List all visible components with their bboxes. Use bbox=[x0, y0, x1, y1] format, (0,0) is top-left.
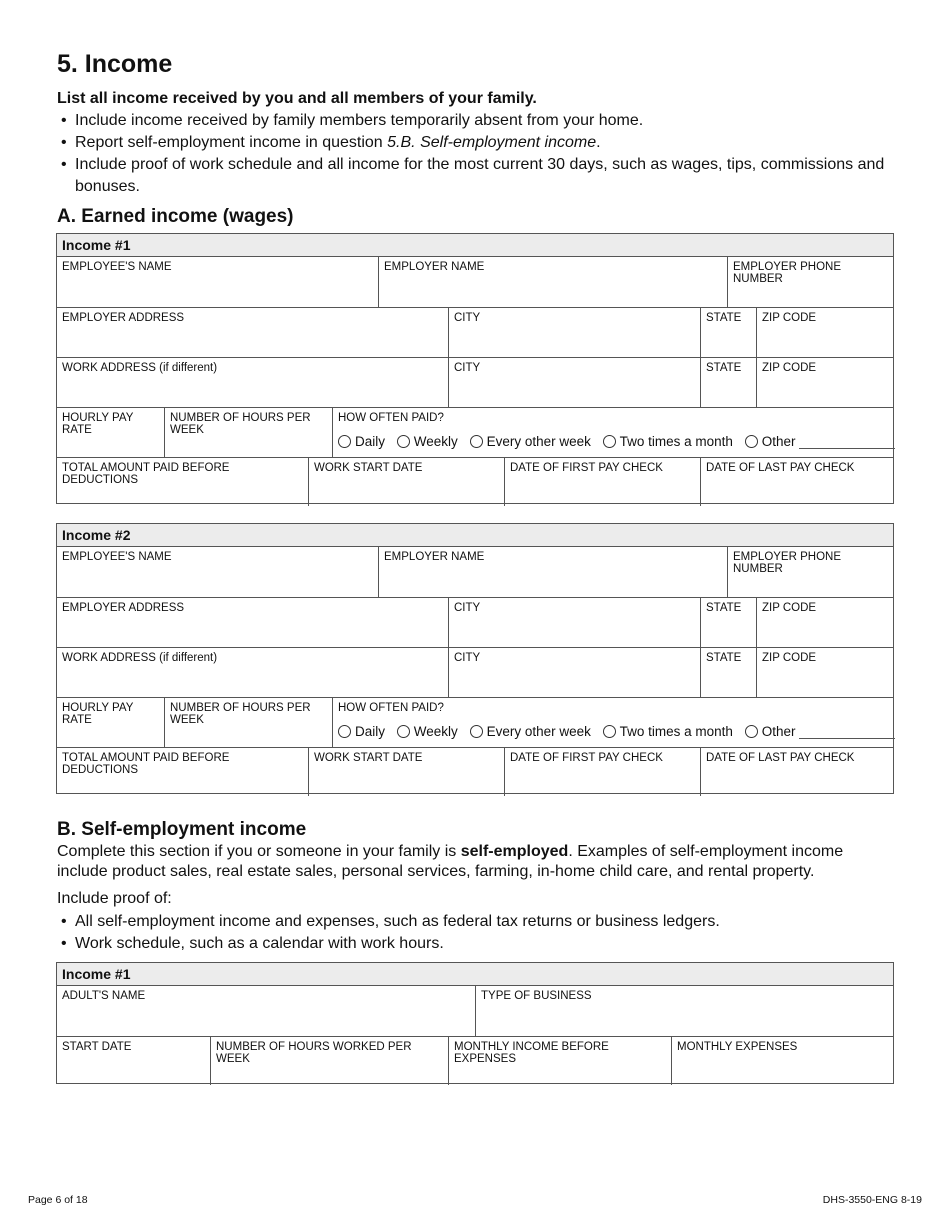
form-header: Income #2 bbox=[57, 524, 893, 547]
pay-frequency-field bbox=[332, 408, 893, 457]
zip-code-field[interactable]: ZIP CODE bbox=[756, 308, 893, 357]
employer-address-field[interactable]: EMPLOYER ADDRESS bbox=[62, 312, 185, 324]
form-id: DHS-3550-ENG 8-19 bbox=[822, 1194, 922, 1206]
option-label: Other bbox=[761, 724, 796, 739]
employer-phone-field[interactable]: EMPLOYER PHONE NUMBER bbox=[727, 547, 893, 597]
hourly-pay-rate-field[interactable]: HOURLY PAY RATE bbox=[62, 412, 134, 436]
hours-per-week-field[interactable]: NUMBER OF HOURS PER WEEK bbox=[164, 698, 332, 747]
adult-name-field[interactable]: ADULT'S NAME bbox=[62, 990, 146, 1002]
proof-bullet: • All self-employment income and expenses, such as federal tax returns or business ledgers. bbox=[57, 911, 897, 933]
state-field[interactable]: STATE bbox=[700, 358, 756, 407]
employee-name-field[interactable]: EMPLOYEE'S NAME bbox=[62, 261, 172, 273]
business-type-field[interactable]: TYPE OF BUSINESS bbox=[475, 986, 893, 1036]
employer-address-field[interactable]: EMPLOYER ADDRESS bbox=[62, 602, 185, 614]
earned-income-1-form bbox=[56, 233, 894, 504]
zip-code-field[interactable]: ZIP CODE bbox=[756, 598, 893, 647]
start-date-field[interactable]: START DATE bbox=[62, 1041, 132, 1053]
form-row bbox=[57, 697, 893, 747]
total-amount-field[interactable]: TOTAL AMOUNT PAID BEFORE DEDUCTIONS bbox=[62, 752, 230, 776]
first-pay-check-field[interactable]: DATE OF FIRST PAY CHECK bbox=[504, 748, 700, 796]
pay-frequency-options bbox=[338, 724, 903, 739]
page-number: Page 6 of 18 bbox=[28, 1194, 88, 1206]
form-header: Income #1 bbox=[57, 963, 893, 986]
option-label: Daily bbox=[355, 434, 386, 449]
total-amount-field[interactable]: TOTAL AMOUNT PAID BEFORE DEDUCTIONS bbox=[62, 462, 230, 486]
intro-lead: List all income received by you and all members of your family. bbox=[57, 90, 537, 107]
proof-bullets bbox=[57, 911, 897, 955]
city-field[interactable]: CITY bbox=[448, 648, 700, 697]
form-row bbox=[57, 257, 893, 307]
section-title: 5. Income bbox=[57, 50, 173, 78]
form-row bbox=[57, 457, 893, 506]
employer-name-field[interactable]: EMPLOYER NAME bbox=[378, 257, 727, 307]
option-every-other-week[interactable] bbox=[470, 434, 591, 449]
state-field[interactable]: STATE bbox=[700, 308, 756, 357]
option-weekly[interactable] bbox=[397, 724, 458, 739]
earned-income-title: A. Earned income (wages) bbox=[57, 206, 294, 227]
form-row bbox=[57, 747, 893, 796]
paragraph-bold: self-employed bbox=[460, 843, 569, 860]
radio-icon[interactable] bbox=[397, 725, 410, 738]
work-address-field[interactable]: WORK ADDRESS (if different) bbox=[62, 652, 218, 664]
pay-frequency-label: HOW OFTEN PAID? bbox=[338, 702, 444, 714]
proof-bullet: • Work schedule, such as a calendar with work hours. bbox=[57, 933, 897, 955]
radio-icon[interactable] bbox=[338, 435, 351, 448]
option-label: Every other week bbox=[486, 434, 591, 449]
intro-bullet bbox=[57, 132, 897, 154]
self-employment-title: B. Self-employment income bbox=[57, 819, 307, 840]
hours-per-week-field[interactable]: NUMBER OF HOURS PER WEEK bbox=[164, 408, 332, 457]
paragraph-text: . Examples of self-employment income include product sales, real estate sales, personal services, farming, in-home child care, and rental property. bbox=[57, 843, 844, 880]
self-employment-paragraph bbox=[57, 842, 897, 882]
other-input-line[interactable] bbox=[799, 448, 895, 449]
pay-frequency-options bbox=[338, 434, 903, 449]
employer-phone-field[interactable]: EMPLOYER PHONE NUMBER bbox=[727, 257, 893, 307]
paragraph-text: Complete this section if you or someone in your family is bbox=[57, 843, 461, 860]
option-label: Two times a month bbox=[619, 434, 733, 449]
self-employment-intro bbox=[57, 842, 897, 955]
radio-icon[interactable] bbox=[603, 725, 616, 738]
state-field[interactable]: STATE bbox=[700, 648, 756, 697]
form-row bbox=[57, 986, 893, 1036]
form-header: Income #1 bbox=[57, 234, 893, 257]
form-row bbox=[57, 547, 893, 597]
bullet-text: . bbox=[596, 134, 601, 151]
option-label: Daily bbox=[355, 724, 386, 739]
radio-icon[interactable] bbox=[470, 435, 483, 448]
option-label: Weekly bbox=[413, 434, 458, 449]
option-label: Every other week bbox=[486, 724, 591, 739]
work-address-field[interactable]: WORK ADDRESS (if different) bbox=[62, 362, 218, 374]
intro-bullet: • Include proof of work schedule and all income for the most current 30 days, such as wages, tips, commissions and bonuses. bbox=[57, 154, 897, 198]
radio-icon[interactable] bbox=[397, 435, 410, 448]
proof-intro: Include proof of: bbox=[57, 890, 172, 907]
pay-frequency-label: HOW OFTEN PAID? bbox=[338, 412, 444, 424]
option-two-times-a-month[interactable] bbox=[603, 434, 733, 449]
option-daily[interactable] bbox=[338, 434, 385, 449]
option-label: Weekly bbox=[413, 724, 458, 739]
radio-icon[interactable] bbox=[745, 725, 758, 738]
city-field[interactable]: CITY bbox=[448, 358, 700, 407]
last-pay-check-field[interactable]: DATE OF LAST PAY CHECK bbox=[700, 458, 893, 506]
employer-name-field[interactable]: EMPLOYER NAME bbox=[378, 547, 727, 597]
option-label: Other bbox=[761, 434, 796, 449]
option-label: Two times a month bbox=[619, 724, 733, 739]
form-row bbox=[57, 647, 893, 697]
intro-bullets bbox=[57, 110, 897, 198]
option-other[interactable] bbox=[745, 434, 896, 449]
hourly-pay-rate-field[interactable]: HOURLY PAY RATE bbox=[62, 702, 134, 726]
employee-name-field[interactable]: EMPLOYEE'S NAME bbox=[62, 551, 172, 563]
radio-icon[interactable] bbox=[470, 725, 483, 738]
option-other[interactable] bbox=[745, 724, 896, 739]
monthly-expenses-field[interactable]: MONTHLY EXPENSES bbox=[671, 1037, 893, 1085]
hours-worked-field[interactable]: NUMBER OF HOURS WORKED PER WEEK bbox=[210, 1037, 448, 1085]
first-pay-check-field[interactable]: DATE OF FIRST PAY CHECK bbox=[504, 458, 700, 506]
form-row bbox=[57, 597, 893, 647]
radio-icon[interactable] bbox=[338, 725, 351, 738]
zip-code-field[interactable]: ZIP CODE bbox=[756, 358, 893, 407]
radio-icon[interactable] bbox=[603, 435, 616, 448]
section-intro bbox=[57, 88, 897, 198]
radio-icon[interactable] bbox=[745, 435, 758, 448]
bullet-emphasis: 5.B. Self-employment income bbox=[387, 134, 597, 151]
pay-frequency-field bbox=[332, 698, 893, 747]
monthly-income-field[interactable]: MONTHLY INCOME BEFORE EXPENSES bbox=[448, 1037, 671, 1085]
state-field[interactable]: STATE bbox=[700, 598, 756, 647]
form-row bbox=[57, 407, 893, 457]
form-row bbox=[57, 1036, 893, 1085]
earned-income-2-form bbox=[56, 523, 894, 794]
zip-code-field[interactable]: ZIP CODE bbox=[756, 648, 893, 697]
city-field[interactable]: CITY bbox=[448, 598, 700, 647]
bullet-text: Report self-employment income in question bbox=[75, 134, 388, 151]
last-pay-check-field[interactable]: DATE OF LAST PAY CHECK bbox=[700, 748, 893, 796]
option-daily[interactable] bbox=[338, 724, 385, 739]
option-every-other-week[interactable] bbox=[470, 724, 591, 739]
option-two-times-a-month[interactable] bbox=[603, 724, 733, 739]
intro-bullet: • Include income received by family members temporarily absent from your home. bbox=[57, 110, 897, 132]
work-start-date-field[interactable]: WORK START DATE bbox=[308, 748, 504, 796]
form-row bbox=[57, 357, 893, 407]
work-start-date-field[interactable]: WORK START DATE bbox=[308, 458, 504, 506]
city-field[interactable]: CITY bbox=[448, 308, 700, 357]
self-employment-income-1-form bbox=[56, 962, 894, 1084]
other-input-line[interactable] bbox=[799, 738, 895, 739]
option-weekly[interactable] bbox=[397, 434, 458, 449]
form-row bbox=[57, 307, 893, 357]
